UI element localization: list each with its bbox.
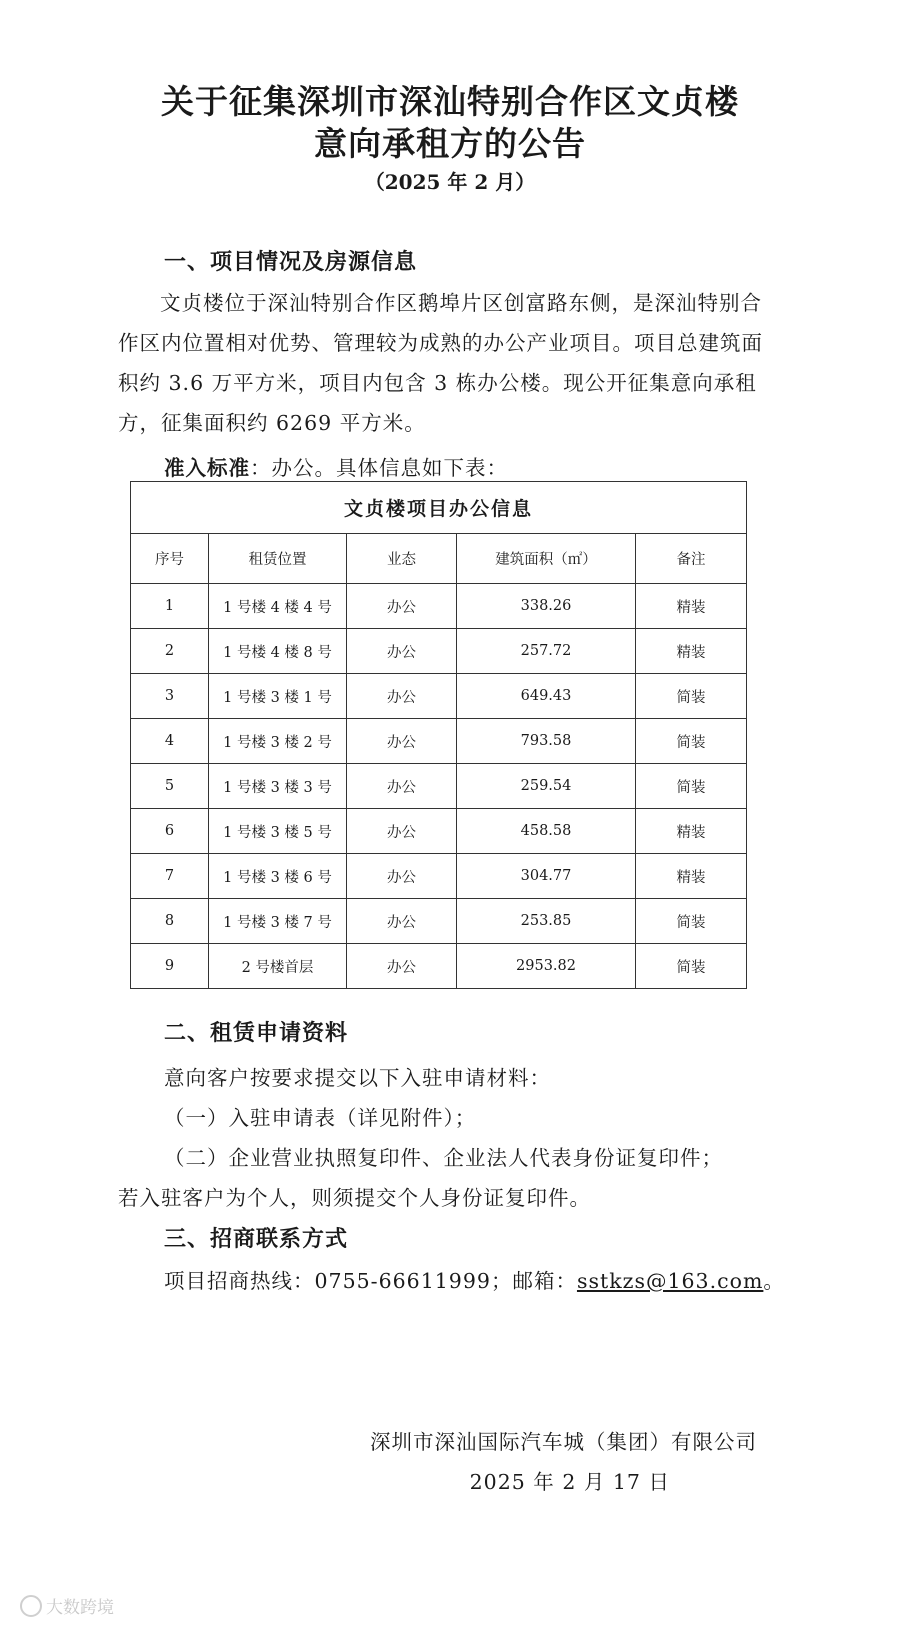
signature-date: 2025 年 2 月 17 日 — [469, 1470, 670, 1494]
cell-remark: 简装 — [636, 899, 747, 944]
cell-area: 338.26 — [457, 584, 636, 629]
watermark-text: 大数跨境 — [46, 1598, 114, 1618]
cell-type: 办公 — [347, 629, 457, 674]
section3-heading: 三、招商联系方式 — [164, 1227, 349, 1252]
cell-area: 259.54 — [457, 764, 636, 809]
cell-location: 1 号楼 4 楼 8 号 — [209, 629, 347, 674]
cell-location: 1 号楼 3 楼 7 号 — [209, 899, 347, 944]
admission-text: ：办公。具体信息如下表： — [250, 456, 508, 480]
cell-remark: 简装 — [636, 944, 747, 989]
table-row — [131, 944, 747, 989]
col-header-area: 建筑面积（㎡） — [457, 534, 636, 584]
cell-area: 2953.82 — [457, 944, 636, 989]
cell-remark: 精装 — [636, 854, 747, 899]
cell-remark: 精装 — [636, 809, 747, 854]
cell-area: 649.43 — [457, 674, 636, 719]
cell-type: 办公 — [347, 854, 457, 899]
cell-remark: 简装 — [636, 674, 747, 719]
table-row — [131, 809, 747, 854]
cell-location: 1 号楼 4 楼 4 号 — [209, 584, 347, 629]
cell-index: 4 — [131, 719, 209, 764]
admission-line — [164, 451, 508, 481]
cell-area: 257.72 — [457, 629, 636, 674]
cell-remark: 简装 — [636, 719, 747, 764]
contact-suffix: 。 — [763, 1269, 785, 1293]
cell-area: 304.77 — [457, 854, 636, 899]
section2-intro: 意向客户按要求提交以下入驻申请材料： — [164, 1066, 551, 1090]
section1-paragraph: 文贞楼位于深汕特别合作区鹅埠片区创富路东侧，是深汕特别合作区内位置相对优势、管理较为成熟的办公产业项目。项目总建筑面积约 3.6 万平方米，项目内包含 3 栋办公楼。现公开征集意向承租方，征集面积约 6269 平方米。 — [118, 291, 763, 435]
table-caption: 文贞楼项目办公信息 — [131, 482, 747, 534]
section2-item2: （二）企业营业执照复印件、企业法人代表身份证复印件； — [164, 1146, 723, 1170]
table-row — [131, 764, 747, 809]
table-row — [131, 854, 747, 899]
cell-index: 3 — [131, 674, 209, 719]
col-header-remark: 备注 — [636, 534, 747, 584]
watermark — [20, 1593, 114, 1618]
cell-area: 458.58 — [457, 809, 636, 854]
document-date-subtitle: （2025 年 2 月） — [364, 170, 536, 194]
cell-type: 办公 — [347, 944, 457, 989]
cell-index: 1 — [131, 584, 209, 629]
cell-type: 办公 — [347, 809, 457, 854]
office-info-table — [130, 481, 747, 989]
watermark-logo-icon — [20, 1595, 42, 1617]
cell-type: 办公 — [347, 764, 457, 809]
cell-remark: 精装 — [636, 584, 747, 629]
document-title-line2: 意向承租方的公告 — [314, 124, 586, 163]
cell-location: 1 号楼 3 楼 3 号 — [209, 764, 347, 809]
admission-label: 准入标准 — [164, 456, 250, 480]
cell-type: 办公 — [347, 584, 457, 629]
table-row — [131, 629, 747, 674]
col-header-location: 租赁位置 — [209, 534, 347, 584]
table-row — [131, 674, 747, 719]
section2-heading: 二、租赁申请资料 — [164, 1021, 349, 1046]
cell-type: 办公 — [347, 719, 457, 764]
table-row — [131, 899, 747, 944]
table-header-row — [131, 534, 747, 584]
contact-line — [164, 1264, 785, 1294]
email-link[interactable]: sstkzs@163.com — [576, 1269, 764, 1293]
cell-location: 2 号楼首层 — [209, 944, 347, 989]
contact-hotline: 项目招商热线：0755-66611999；邮箱： — [164, 1269, 577, 1293]
cell-location: 1 号楼 3 楼 6 号 — [209, 854, 347, 899]
section2-item1: （一）入驻申请表（详见附件）； — [164, 1106, 477, 1130]
cell-index: 6 — [131, 809, 209, 854]
cell-area: 793.58 — [457, 719, 636, 764]
cell-location: 1 号楼 3 楼 2 号 — [209, 719, 347, 764]
cell-index: 9 — [131, 944, 209, 989]
section1-heading: 一、项目情况及房源信息 — [164, 250, 418, 275]
signature-organization: 深圳市深汕国际汽车城（集团）有限公司 — [370, 1430, 757, 1454]
table-row — [131, 584, 747, 629]
cell-index: 2 — [131, 629, 209, 674]
cell-index: 8 — [131, 899, 209, 944]
cell-location: 1 号楼 3 楼 1 号 — [209, 674, 347, 719]
table-row — [131, 719, 747, 764]
cell-type: 办公 — [347, 899, 457, 944]
cell-remark: 精装 — [636, 629, 747, 674]
cell-area: 253.85 — [457, 899, 636, 944]
cell-type: 办公 — [347, 674, 457, 719]
document-title-line1: 关于征集深圳市深汕特别合作区文贞楼 — [161, 82, 739, 121]
cell-index: 7 — [131, 854, 209, 899]
col-header-type: 业态 — [347, 534, 457, 584]
cell-index: 5 — [131, 764, 209, 809]
cell-remark: 简装 — [636, 764, 747, 809]
section2-item2-continued: 若入驻客户为个人，则须提交个人身份证复印件。 — [118, 1186, 591, 1210]
col-header-index: 序号 — [131, 534, 209, 584]
cell-location: 1 号楼 3 楼 5 号 — [209, 809, 347, 854]
